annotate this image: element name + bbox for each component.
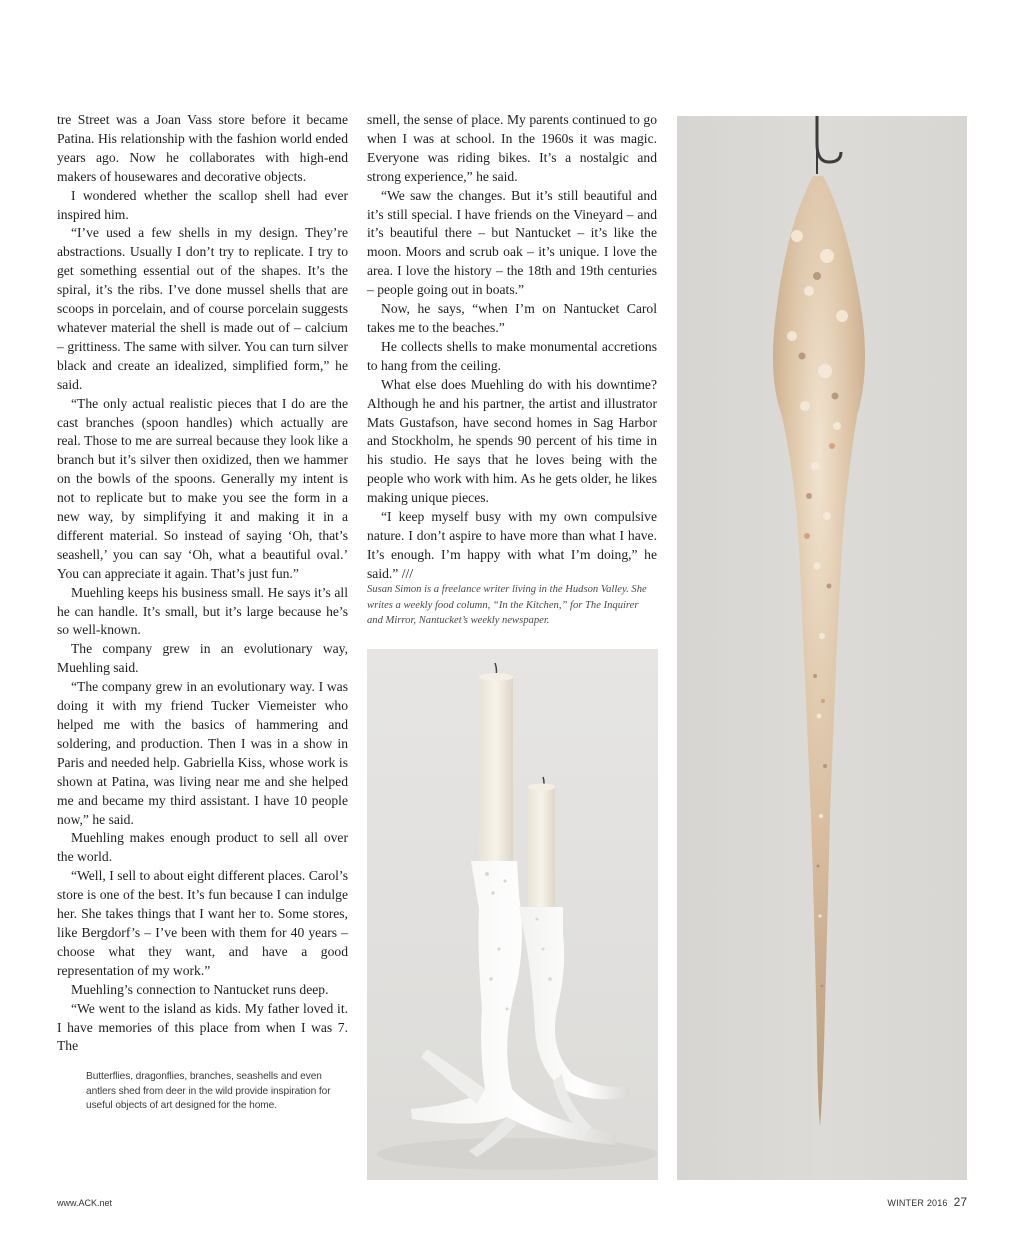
article-column-left (57, 111, 348, 1056)
paragraph: Muehling keeps his business small. He says it’s all he can handle. It’s small, but it’s large because he’s so well-known. (57, 584, 348, 638)
paragraph: “I’ve used a few shells in my design. They’re abstractions. Usually I don’t try to replicate. I try to get something essential out of the shapes. It’s the spiral, it’s the ribs. I’ve done mussel shells that are scoops in porcelain, and of course porcelain suggests whatever material the shell is made out of – calcium – grittiness. The same with silver. You can turn silver black and create an idealized, simplified form,” he said. (57, 225, 348, 392)
issue-label: WINTER 2016 (887, 1198, 948, 1208)
author-bio: Susan Simon is a freelance writer living in the Hudson Valley. She writes a weekly food column, “In the Kitchen,” for The Inquirer and Mirror, Nantucket’s weekly newspaper. (367, 584, 647, 627)
page-folio (887, 1195, 967, 1209)
paragraph: tre Street was a Joan Vass store before it became Patina. His relationship with the fashion world ended years ago. Now he collaborates with high-end makers of housewares and decorative objects. (57, 112, 348, 184)
paragraph: What else does Muehling do with his downtime? Although he and his partner, the artist and illustrator Mats Gustafson, have second homes in Sag Harbor and Stockholm, he spends 90 percent of his time in his studio. He says that he loves being with the people who work with him. As he gets older, he likes making unique pieces. (367, 376, 657, 506)
paragraph: Muehling makes enough product to sell all over the world. (57, 830, 348, 865)
paragraph: smell, the sense of place. My parents continued to go when I was at school. In the 1960s it was magic. Everyone was riding bikes. It’s a nostalgic and strong experience,” he said. (367, 112, 657, 184)
paragraph: “The company grew in an evolutionary way. I was doing it with my friend Tucker Viemeister who helped me with the basics of hammering and soldering, and production. Then I was in a show in Paris and needed help. Gabriella Kiss, whose work is shown at Patina, was living near me and she helped me and became my third assistant. I have 10 people now,” he said. (57, 679, 348, 827)
page-number: 27 (953, 1195, 967, 1209)
website-url: www.ACK.net (57, 1198, 113, 1208)
paragraph: “I keep myself busy with my own compulsive nature. I don’t aspire to have more than what I have. It’s enough. I’m happy with what I’m doing,” he said.” /// (367, 509, 657, 581)
paragraph: “We went to the island as kids. My father loved it. I have memories of this place from when I was 7. The (57, 1000, 348, 1054)
paragraph: Muehling’s connection to Nantucket runs deep. (71, 981, 329, 997)
paragraph: He collects shells to make monumental accretions to hang from the ceiling. (367, 338, 657, 373)
paragraph: I wondered whether the scallop shell had ever inspired him. (57, 187, 348, 222)
paragraph: The company grew in an evolutionary way, Muehling said. (57, 641, 348, 676)
paragraph: “We saw the changes. But it’s still beautiful and it’s still special. I have friends on the Vineyard – and it’s beautiful there – but Nantucket – it’s like the moon. Moors and scrub oak – it’s unique. I love the area. I love the history – the 18th and 19th centuries – people going out in boats.” (367, 187, 657, 298)
paragraph: Now, he says, “when I’m on Nantucket Carol takes me to the beaches.” (367, 301, 657, 335)
paragraph: “Well, I sell to about eight different places. Carol’s store is one of the best. It’s fun because I can indulge her. She takes things that I want her to. Some stores, like Bergdorf’s – I’ve been with them for 40 years – choose what they want, and have a good representation of my work.” (57, 868, 348, 978)
hanging-shell-sculpture-photo (677, 116, 967, 1180)
paragraph: “The only actual realistic pieces that I do are the cast branches (spoon handles) which actually are real. Those to me are surreal because they look like a branch but it’s silver then oxidized, then we hammer on the bowls of the spoons. Generally my intent is not to replicate but to make you see the form in a new way, by simplifying it and making it in a different material. So instead of saying ‘Oh, that’s seashell,’ you can say ‘Oh, what a beautiful oval.’ You can appreciate it again. That’s just fun.” (57, 395, 348, 581)
article-column-middle (367, 111, 657, 584)
photo-caption: Butterflies, dragonflies, branches, seashells and even antlers shed from deer in the wild provide inspiration for useful objects of art designed for the home. (86, 1071, 331, 1111)
